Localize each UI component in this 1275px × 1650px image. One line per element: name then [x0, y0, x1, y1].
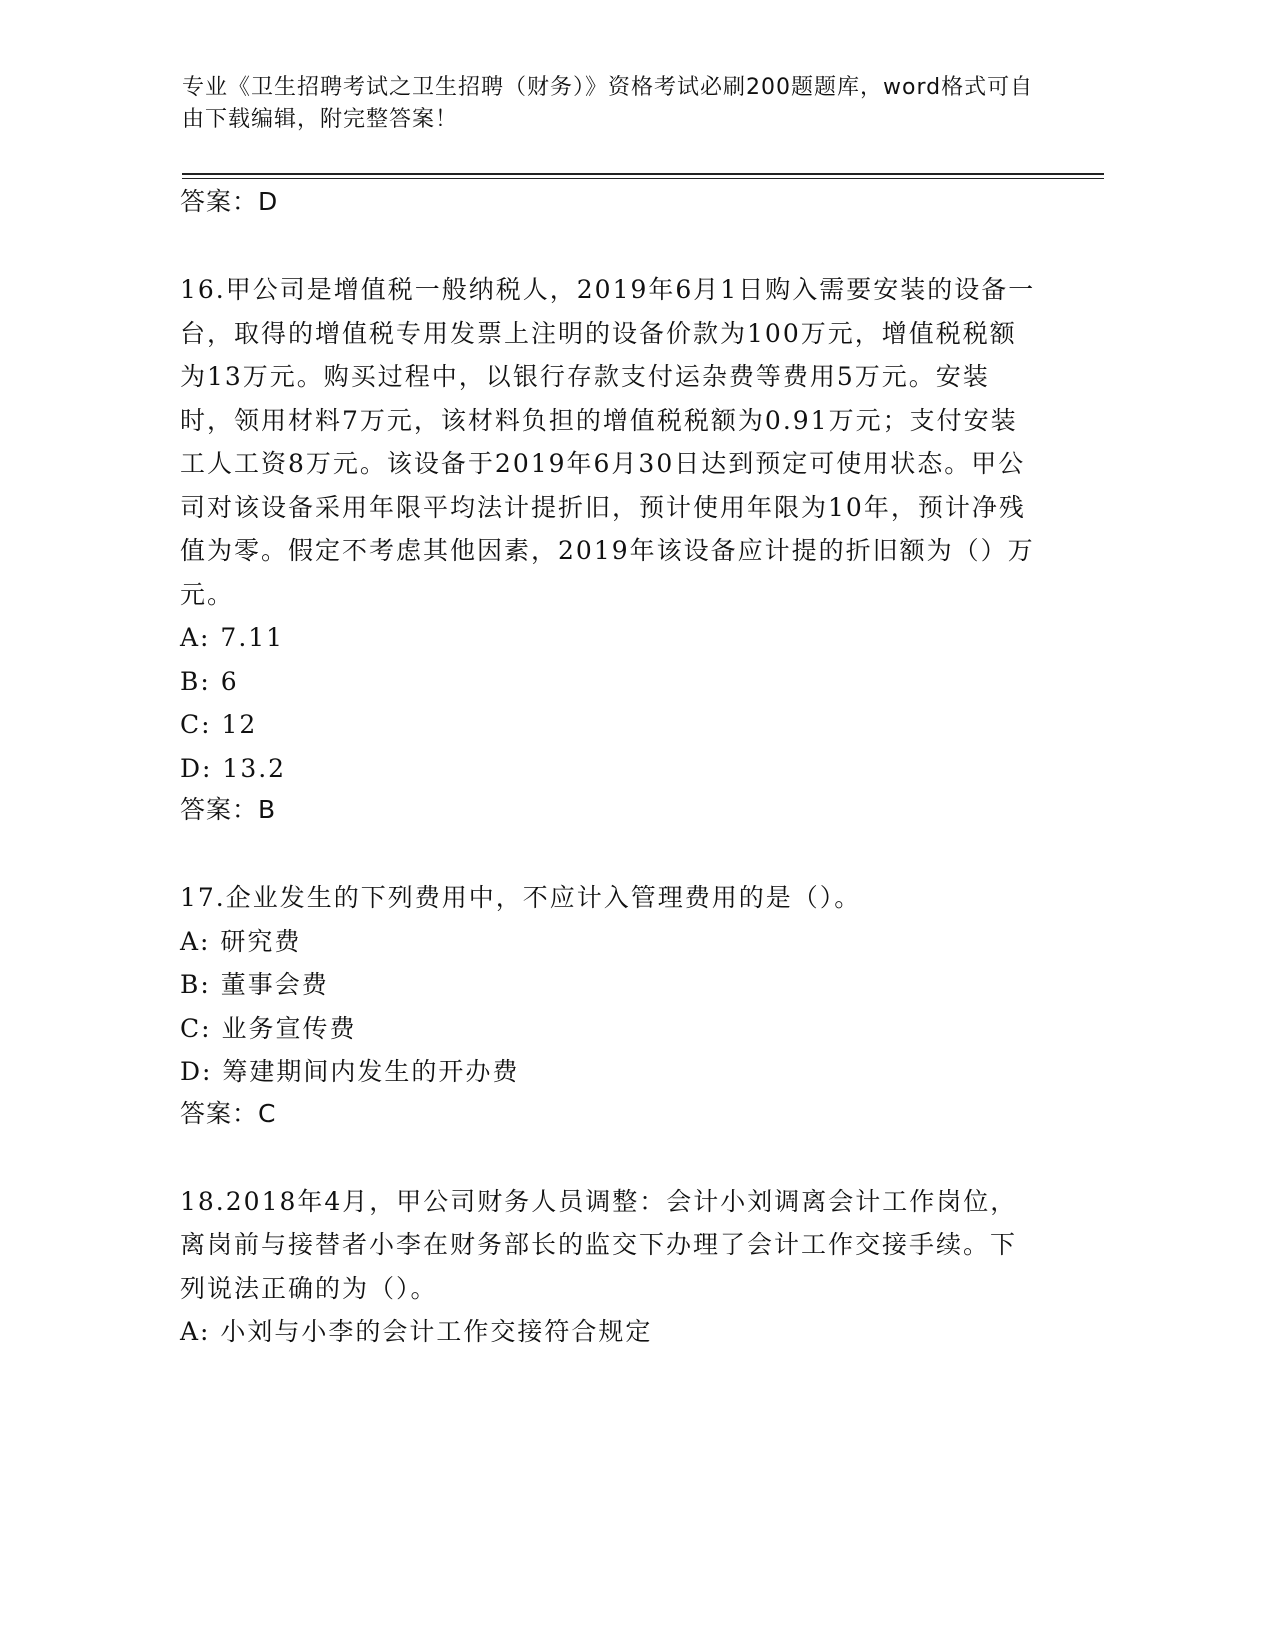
question-17	[180, 876, 1040, 1134]
option-c: C: 12	[180, 710, 258, 739]
previous-answer: 答案：D	[180, 187, 279, 216]
page-header: 专业《卫生招聘考试之卫生招聘（财务）》资格考试必刷200题题库，word格式可自由下载编辑，附完整答案！	[182, 75, 1034, 132]
option-a: A: 小刘与小李的会计工作交接符合规定	[180, 1317, 653, 1346]
option-a: A: 研究费	[180, 926, 302, 956]
question-answer: 答案：B	[180, 795, 277, 824]
question-stem: 16.甲公司是增值税一般纳税人，2019年6月1日购入需要安装的设备一台，取得的增值税专用发票上注明的设备价款为100万元，增值税税额为13万元。购买过程中，以银行存款支付运杂费等费用5万元。安装时，领用材料7万元，该材料负担的增值税税额为0.91万元；支付安装工人工资8万元。该设备于2019年6月30日达到预定可使用状态。甲公司对该设备采用年限平均法计提折旧，预计使用年限为10年，预计净残值为零。假定不考虑其他因素，2019年该设备应计提的折旧额为（）万元。	[180, 275, 1036, 609]
question-16	[180, 268, 1040, 830]
question-stem: 18.2018年4月，甲公司财务人员调整：会计小刘调离会计工作岗位，离岗前与接替者小李在财务部长的监交下办理了会计工作交接手续。下列说法正确的为（）。	[180, 1186, 1018, 1303]
option-b: B: 6	[180, 666, 239, 696]
question-stem: 17.企业发生的下列费用中，不应计入管理费用的是（）。	[180, 883, 862, 912]
question-content	[180, 182, 1040, 1354]
option-c: C: 业务宣传费	[180, 1013, 357, 1043]
header-rule-thin	[182, 178, 1104, 179]
header-rule	[182, 173, 1104, 175]
option-a: A: 7.11	[180, 623, 285, 652]
question-answer: 答案：C	[180, 1098, 277, 1128]
question-18	[180, 1180, 1040, 1354]
option-b: B: 董事会费	[180, 970, 329, 999]
option-d: D: 筹建期间内发生的开办费	[180, 1057, 520, 1086]
option-d: D: 13.2	[180, 753, 287, 783]
